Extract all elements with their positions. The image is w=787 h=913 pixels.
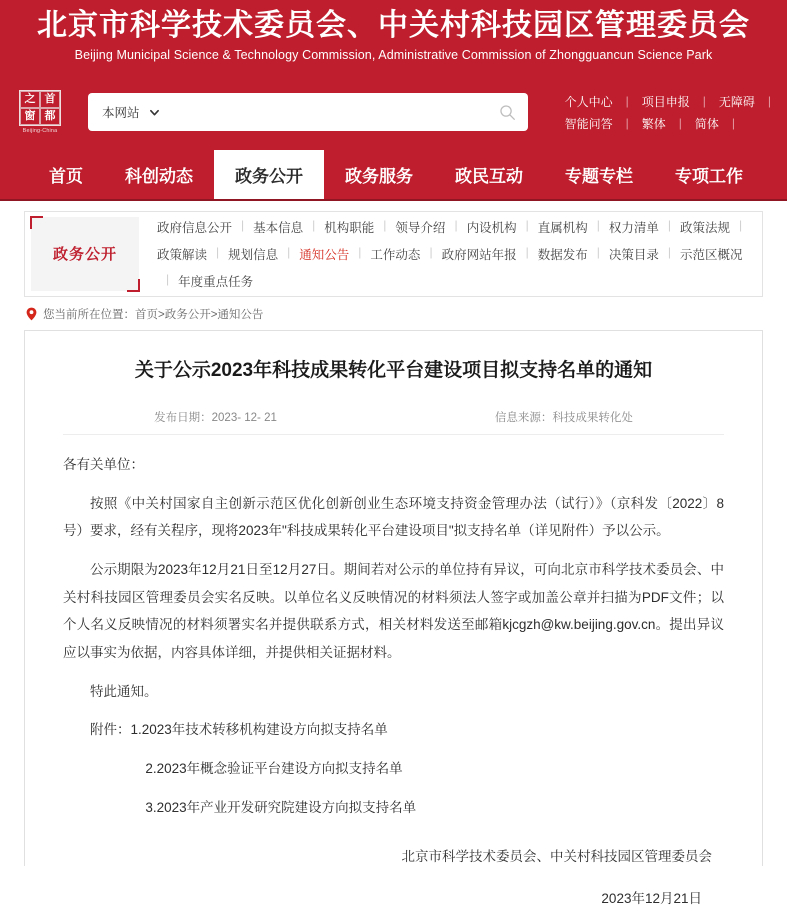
article-source (495, 409, 633, 425)
subnav-divider: | (358, 244, 362, 259)
location-pin-icon (26, 307, 37, 321)
site-banner (0, 0, 787, 75)
subnav-item-affiliated-institutions[interactable]: 直属机构 (537, 220, 588, 235)
subnav-divider: | (525, 244, 529, 259)
nav-item-public-interaction[interactable]: 政民互动 (455, 166, 523, 186)
subnav-divider: | (596, 217, 600, 232)
nav-item-government-affairs-disclosure[interactable]: 政务公开 (214, 150, 324, 199)
attachment-line-2 (63, 755, 724, 783)
subnav-item-demonstration-zone-overview[interactable]: 示范区概况 (679, 247, 743, 262)
subnav-divider: | (667, 244, 671, 259)
utility-separator: | (678, 116, 682, 131)
subnav-section-badge (31, 217, 139, 291)
nav-item-special-work[interactable]: 专项工作 (675, 166, 743, 186)
search-box (88, 93, 528, 131)
attachment-item-3[interactable]: 3.2023年产业开发研究院建设方向拟支持名单 (145, 799, 417, 815)
subnav-divider: | (166, 271, 170, 286)
utility-separator: | (731, 116, 735, 131)
site-title-cn: 北京市科学技术委员会、中关村科技园区管理委员会 (37, 9, 750, 42)
subnav-divider: | (429, 244, 433, 259)
subnav-item-institutional-functions[interactable]: 机构职能 (324, 220, 375, 235)
article-salutation: 各有关单位： (63, 457, 144, 473)
utility-separator: | (625, 116, 629, 131)
utility-row-1 (552, 93, 771, 110)
subnav-divider: | (667, 217, 671, 232)
breadcrumb-text: 您当前所在位置：首页>政务公开>通知公告 (43, 308, 264, 321)
subnav-divider: | (596, 244, 600, 259)
utility-link-smart-qa[interactable]: 智能问答 (564, 116, 613, 131)
article-publish-date (154, 409, 277, 425)
article-card (24, 330, 763, 907)
subnav-wrapper (0, 201, 787, 297)
subnav-link-list (139, 212, 762, 296)
article-paragraph-1: 按照《中关村国家自主创新示范区优化创新创业生态环境支持资金管理办法（试行）》（京科发〔2022〕8号）要求，经有关程序，现将2023年"科技成果转化平台建设项目"拟支持名单（详见附件）予以公示。 (63, 495, 724, 539)
subnav-divider: | (383, 217, 387, 232)
attachment-item-1[interactable]: 1.2023年技术转移机构建设方向拟支持名单 (130, 722, 388, 738)
utility-separator: | (767, 94, 771, 109)
article-title: 关于公示2023年科技成果转化平台建设项目拟支持名单的通知 (134, 359, 653, 381)
attachment-line-3 (63, 794, 724, 822)
search-button[interactable] (496, 101, 518, 123)
article-paragraph-2: 公示期限为2023年12月21日至12月27日。期间若对公示的单位持有异议，可向北京市科学技术委员会、中关村科技园区管理委员会实名反映。以单位名义反映情况的材料须法人签字或加盖公章并扫描为PDF文件；以个人名义反映情况的材料须署实名并提供联系方式，相关材料发送至邮箱kjcgzh@kw.beijing.gov.cn。提出异议应以事实为依据，内容具体详细，并提供相关证据材料。 (63, 562, 724, 661)
source-label: 信息来源： (494, 412, 553, 425)
logo-char-2: 首 (40, 91, 60, 108)
publish-date-label: 发布日期： (154, 412, 212, 425)
search-icon (499, 104, 516, 121)
subnav-item-decision-catalog[interactable]: 决策目录 (608, 247, 659, 262)
attachment-label: 附件： (90, 722, 131, 738)
breadcrumb (0, 297, 787, 330)
subnav-item-work-updates[interactable]: 工作动态 (370, 247, 421, 262)
subnav-item-data-release[interactable]: 数据发布 (537, 247, 588, 262)
subnav-item-website-annual-report[interactable]: 政府网站年报 (441, 247, 517, 262)
nav-item-special-topics[interactable]: 专题专栏 (565, 166, 633, 186)
subnav-divider: | (454, 217, 458, 232)
utility-link-traditional-chinese[interactable]: 繁体 (641, 116, 666, 131)
utility-links (552, 93, 773, 132)
logo-grid (19, 90, 61, 126)
subnav-item-power-list[interactable]: 权力清单 (608, 220, 659, 235)
subnav-divider: | (287, 244, 291, 259)
publish-date-value: 2023- 12- 21 (211, 412, 277, 425)
main-navigation (0, 150, 787, 201)
nav-item-home[interactable]: 首页 (49, 166, 83, 186)
utility-row-2 (552, 115, 771, 132)
search-input[interactable] (160, 93, 496, 131)
article-signer: 北京市科学技术委员会、中关村科技园区管理委员会 (401, 849, 712, 865)
nav-item-government-services[interactable]: 政务服务 (345, 166, 413, 186)
subnav-item-planning-info[interactable]: 规划信息 (228, 247, 279, 262)
utility-link-simplified-chinese[interactable]: 简体 (694, 116, 719, 131)
subnav-divider: | (312, 217, 316, 232)
attachment-item-2[interactable]: 2.2023年概念验证平台建设方向拟支持名单 (145, 761, 403, 777)
article-closing: 特此通知。 (90, 683, 158, 699)
logo-char-1: 之 (20, 91, 40, 108)
subnav-item-annual-key-tasks[interactable]: 年度重点任务 (178, 274, 254, 289)
search-scope-dropdown[interactable] (102, 103, 160, 121)
subnav-divider: | (216, 244, 220, 259)
search-strip (0, 75, 787, 150)
article-sign-date: 2023年12月21日 (601, 891, 702, 907)
subnav-divider: | (525, 217, 529, 232)
article-meta (63, 409, 724, 435)
subnav-item-policy-interpretation[interactable]: 政策解读 (157, 247, 208, 262)
utility-link-project-application[interactable]: 项目申报 (641, 94, 690, 109)
nav-item-innovation-news[interactable]: 科创动态 (125, 166, 193, 186)
utility-link-accessibility[interactable]: 无障碍 (718, 94, 755, 109)
subnav-item-internal-departments[interactable]: 内设机构 (466, 220, 517, 235)
attachment-line-1 (63, 716, 724, 744)
utility-link-personal-center[interactable]: 个人中心 (564, 94, 613, 109)
subnav-item-notices-announcements[interactable]: 通知公告 (299, 247, 350, 262)
utility-separator: | (702, 94, 706, 109)
chevron-down-icon (149, 107, 160, 118)
logo-char-4: 都 (40, 108, 60, 125)
logo-char-3: 窗 (20, 108, 40, 125)
site-logo[interactable] (12, 90, 68, 134)
subnav-item-leadership[interactable]: 领导介绍 (395, 220, 446, 235)
subnav-item-policies-regulations[interactable]: 政策法规 (679, 220, 730, 235)
subnav-divider: | (241, 217, 245, 232)
utility-separator: | (625, 94, 629, 109)
search-scope-label: 本网站 (102, 106, 140, 121)
subnav (24, 211, 763, 297)
subnav-section-label: 政务公开 (52, 246, 117, 264)
logo-subtitle: Beijing-China (22, 128, 58, 135)
source-value: 科技成果转化处 (552, 412, 633, 425)
article-body (63, 435, 724, 913)
subnav-item-gov-info-disclosure[interactable]: 政府信息公开 (157, 220, 233, 235)
subnav-item-basic-info[interactable]: 基本信息 (253, 220, 304, 235)
site-title-en: Beijing Municipal Science & Technology Commission, Administrative Commission of Zhongguancun Science Park (74, 47, 713, 62)
subnav-divider: | (739, 217, 743, 232)
